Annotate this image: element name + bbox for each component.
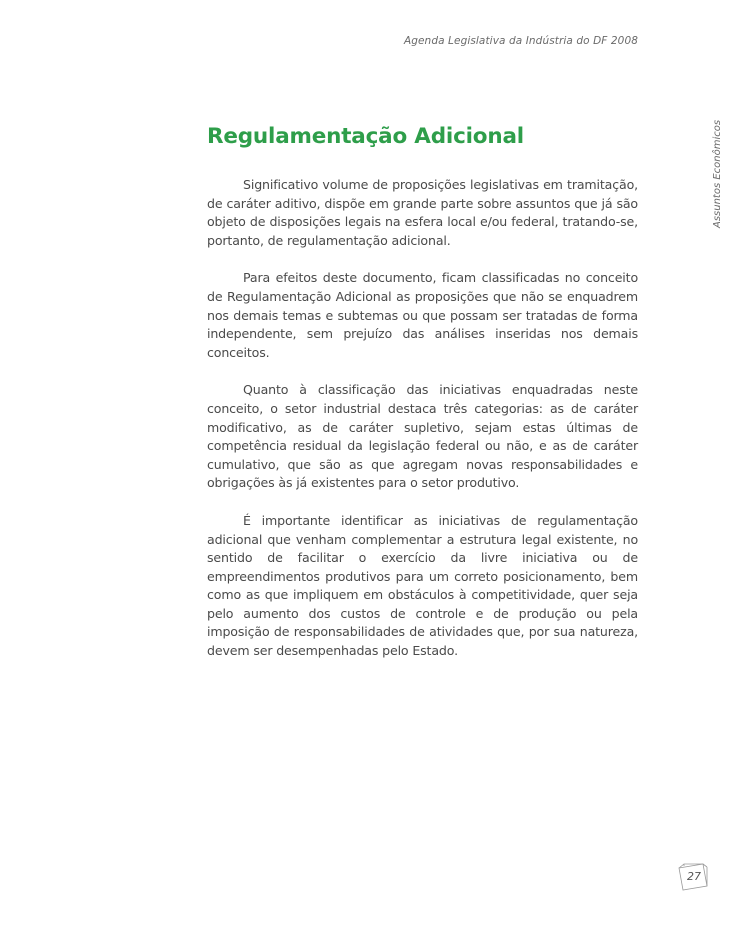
paragraph-4: É importante identificar as iniciativas de regulamentação adicional que venham complementar a estrutura legal existente, no sentido de facilitar o exercício da livre iniciativa ou de empreendimentos produtivos para um correto posicionamento, bem como as que impliquem em obstáculos à competitividade, quer seja pelo aumento dos custos de controle e de produção ou pela imposição de responsabilidades de atividades que, por sua natureza, devem ser desempenhadas pelo Estado. bbox=[207, 512, 638, 659]
running-header: Agenda Legislativa da Indústria do DF 2008 bbox=[403, 35, 638, 47]
section-title: Regulamentação Adicional bbox=[207, 124, 524, 149]
page-number: 27 bbox=[687, 870, 701, 883]
section-side-label: Assuntos Econômicos bbox=[712, 119, 723, 228]
body-text bbox=[207, 176, 638, 680]
page-number-badge bbox=[676, 862, 710, 892]
paragraph-2: Para efeitos deste documento, ficam classificadas no conceito de Regulamentação Adicional as proposições que não se enquadrem nos demais temas e subtemas ou que possam ser tratadas de forma independente, sem prejuízo das análises inseridas nos demais conceitos. bbox=[207, 270, 638, 360]
paragraph-3: Quanto à classificação das iniciativas enquadradas neste conceito, o setor industrial destaca três categorias: as de caráter modificativo, as de caráter supletivo, sejam estas últimas de competência residual da legislação federal ou não, e as de caráter cumulativo, que são as que agregam novas responsabilidades e obrigações às já existentes para o setor produtivo. bbox=[207, 382, 638, 491]
paragraph-1: Significativo volume de proposições legislativas em tramitação, de caráter aditivo, dispõe em grande parte sobre assuntos que já são objeto de disposições legais na esfera local e/ou federal, tratando-se, portanto, de regulamentação adicional. bbox=[207, 177, 638, 248]
